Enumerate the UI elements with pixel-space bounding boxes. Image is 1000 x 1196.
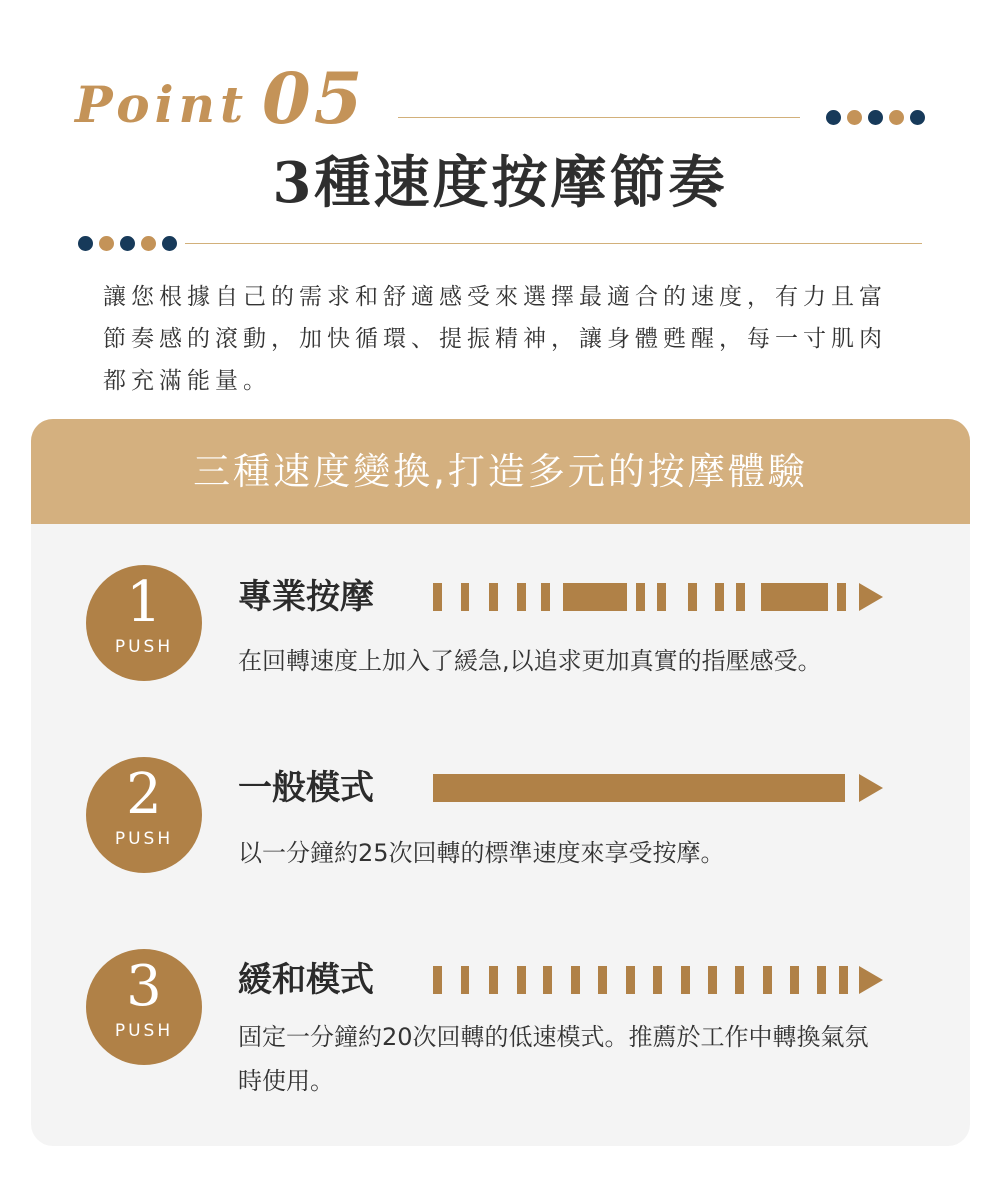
rhythm-segment [461, 966, 469, 994]
play-arrow-icon [859, 774, 883, 802]
mode-3-description: 固定一分鐘約20次回轉的低速模式。推薦於工作中轉換氣氛時使用。 [238, 1023, 869, 1095]
rhythm-segment [790, 966, 799, 994]
rhythm-segment [837, 583, 846, 611]
rhythm-segment [736, 583, 745, 611]
play-arrow-icon [859, 583, 883, 611]
rhythm-segment [541, 583, 550, 611]
mode-2-description: 以一分鐘約25次回轉的標準速度來享受按摩。 [238, 839, 725, 867]
mode-3-rhythm-bar [433, 963, 893, 997]
mode-1-push-badge[interactable] [86, 565, 202, 681]
badge-push-label: PUSH [114, 1021, 174, 1041]
rhythm-segment [433, 583, 442, 611]
mode-2-push-badge[interactable] [86, 757, 202, 873]
rhythm-segment [761, 583, 828, 611]
rhythm-segment [839, 966, 848, 994]
dot-icon [889, 110, 904, 125]
dots-decoration-bottom [78, 236, 177, 251]
point-number: 05 [262, 57, 366, 140]
mode-1-title: 專業按摩 [238, 577, 374, 617]
rhythm-segment [571, 966, 580, 994]
rhythm-segment [598, 966, 607, 994]
dot-icon [910, 110, 925, 125]
rhythm-segment [715, 583, 724, 611]
dot-icon [847, 110, 862, 125]
page-title: 3種速度按摩節奏 [272, 150, 728, 216]
dots-decoration-top [826, 110, 925, 125]
rhythm-segment [433, 774, 845, 802]
intro-paragraph: 讓您根據自己的需求和舒適感受來選擇最適合的速度，有力且富節奏感的滾動，加快循環、提振精神，讓身體甦醒，每一寸肌肉都充滿能量。 [103, 284, 887, 394]
badge-push-label: PUSH [114, 637, 174, 657]
dot-icon [868, 110, 883, 125]
play-arrow-icon [859, 966, 883, 994]
rhythm-segment [763, 966, 772, 994]
rhythm-segment [735, 966, 744, 994]
rhythm-segment [817, 966, 826, 994]
mode-1-description: 在回轉速度上加入了緩急,以追求更加真實的指壓感受。 [238, 647, 822, 675]
dot-icon [120, 236, 135, 251]
mode-3-title: 緩和模式 [238, 960, 374, 1000]
point-label: Point [75, 75, 249, 134]
dot-icon [99, 236, 114, 251]
rhythm-segment [636, 583, 645, 611]
rhythm-segment [681, 966, 690, 994]
mode-1-rhythm-bar [433, 580, 893, 614]
rhythm-segment [489, 966, 498, 994]
badge-number: 1 [126, 570, 162, 635]
rhythm-segment [653, 966, 662, 994]
rhythm-segment [517, 583, 526, 611]
dot-icon [141, 236, 156, 251]
mode-2-title: 一般模式 [238, 768, 374, 808]
badge-number: 2 [126, 762, 162, 827]
rhythm-segment [433, 966, 442, 994]
rhythm-segment [543, 966, 552, 994]
rhythm-segment [563, 583, 627, 611]
rhythm-segment [708, 966, 717, 994]
header-divider-bottom [185, 243, 922, 244]
rhythm-segment [517, 966, 526, 994]
rhythm-segment [489, 583, 498, 611]
rhythm-segment [688, 583, 697, 611]
panel-banner: 三種速度變換,打造多元的按摩體驗 [31, 419, 970, 524]
dot-icon [826, 110, 841, 125]
rhythm-segment [657, 583, 666, 611]
rhythm-segment [461, 583, 469, 611]
mode-2-rhythm-bar [433, 771, 893, 805]
mode-3-push-badge[interactable] [86, 949, 202, 1065]
badge-number: 3 [126, 954, 162, 1019]
dot-icon [162, 236, 177, 251]
dot-icon [78, 236, 93, 251]
rhythm-segment [626, 966, 635, 994]
badge-push-label: PUSH [114, 829, 174, 849]
speed-modes-panel [31, 419, 970, 1146]
header-divider-top [398, 117, 800, 118]
